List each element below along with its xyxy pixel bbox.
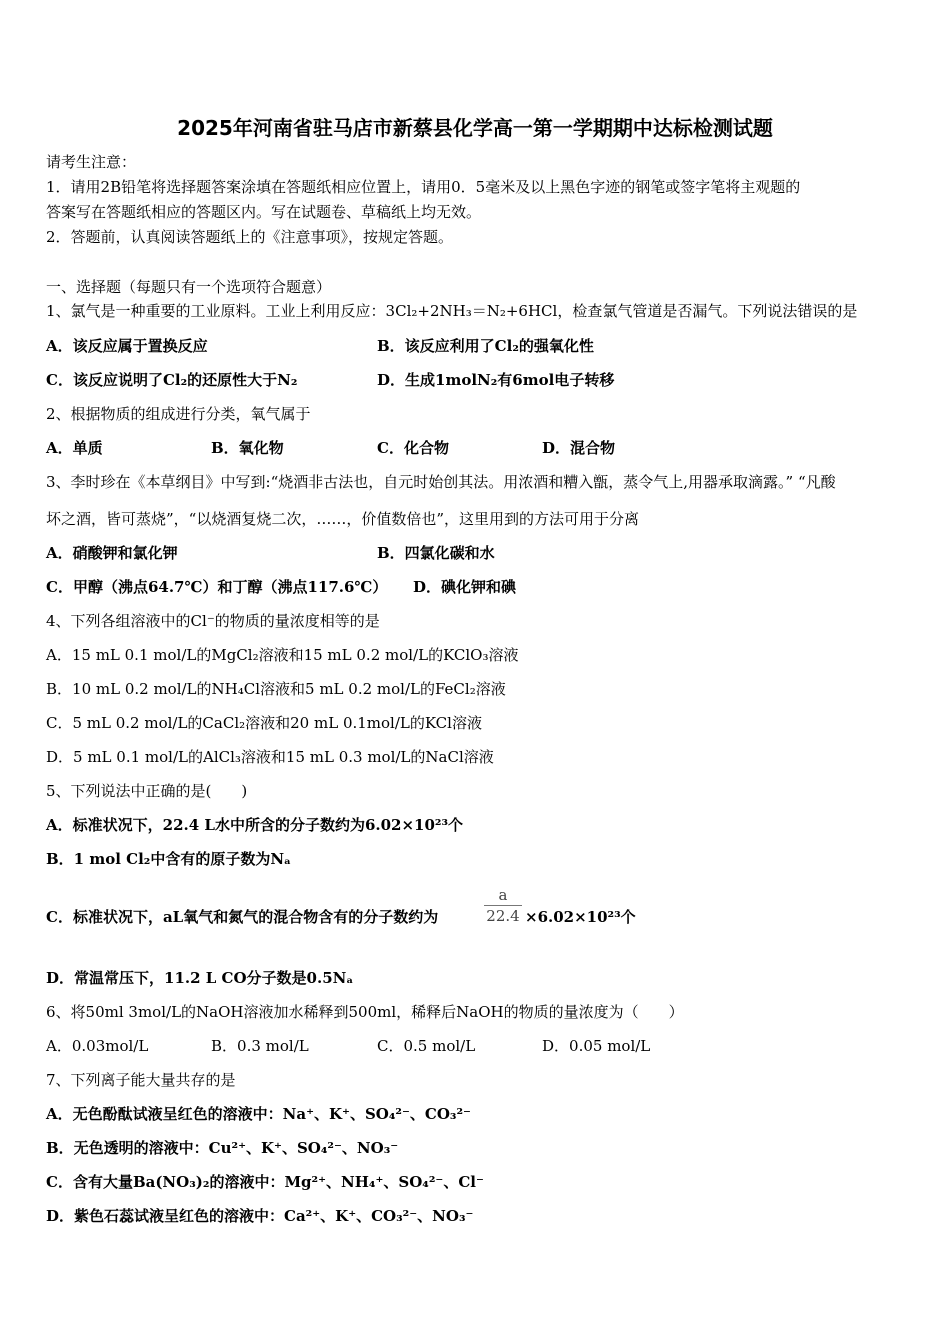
q5-option-a: A．标准状况下，22.4 L水中所含的分子数约为6.02×10²³个 xyxy=(46,816,464,834)
q1-option-a: A．该反应属于置换反应 xyxy=(46,337,208,355)
q5-option-d: D．常温常压下，11.2 L CO分子数是0.5Nₐ xyxy=(46,969,354,987)
q5-stem: 5、下列说法中正确的是( ) xyxy=(46,782,248,800)
q4-stem: 4、下列各组溶液中的Cl⁻的物质的量浓度相等的是 xyxy=(46,612,380,630)
q6-option-c: C．0.5 mol/L xyxy=(377,1037,476,1055)
q4-option-c: C．5 mL 0.2 mol/L的CaCl₂溶液和20 mL 0.1mol/L的KCl溶液 xyxy=(46,714,482,732)
q3-option-a: A．硝酸钾和氯化钾 xyxy=(46,544,178,562)
q2-option-a: A．单质 xyxy=(46,439,103,457)
q6-stem: 6、将50ml 3mol/L的NaOH溶液加水稀释到500ml，稀释后NaOH的物质的量浓度为（ ） xyxy=(46,1003,684,1021)
q2-option-c: C．化合物 xyxy=(377,439,449,457)
q4-option-a: A．15 mL 0.1 mol/L的MgCl₂溶液和15 mL 0.2 mol/L的KClO₃溶液 xyxy=(46,646,519,664)
page-title: 2025年河南省驻马店市新蔡县化学高一第一学期期中达标检测试题 xyxy=(177,116,773,140)
notice-heading: 请考生注意： xyxy=(46,153,137,171)
q3-option-b: B．四氯化碳和水 xyxy=(377,544,495,562)
notice-item-1: 1．请用2B铅笔将选择题答案涂填在答题纸相应位置上，请用0．5毫米及以上黑色字迹的钢笔或签字笔将主观题的 xyxy=(46,178,801,196)
q5-option-c-fraction xyxy=(484,886,522,925)
q6-option-d: D．0.05 mol/L xyxy=(542,1037,651,1055)
q5-option-c: C．标准状况下，aL氧气和氮气的混合物含有的分子数约为 xyxy=(46,908,439,926)
q1-option-b: B．该反应利用了Cl₂的强氧化性 xyxy=(377,337,594,355)
q5-option-b: B．1 mol Cl₂中含有的原子数为Nₐ xyxy=(46,850,292,868)
q2-option-b: B．氧化物 xyxy=(211,439,284,457)
q3-option-c: C．甲醇（沸点64.7℃）和丁醇（沸点117.6℃） xyxy=(46,578,388,596)
fraction-numerator: a xyxy=(498,886,508,904)
q7-option-c: C．含有大量Ba(NO₃)₂的溶液中：Mg²⁺、NH₄⁺、SO₄²⁻、Cl⁻ xyxy=(46,1173,484,1191)
q6-option-b: B．0.3 mol/L xyxy=(211,1037,309,1055)
q7-option-b: B．无色透明的溶液中：Cu²⁺、K⁺、SO₄²⁻、NO₃⁻ xyxy=(46,1139,399,1157)
section-heading: 一、选择题（每题只有一个选项符合题意） xyxy=(46,278,332,296)
q1-option-d: D．生成1molN₂有6mol电子转移 xyxy=(377,371,615,389)
q3-stem-cont: 坏之酒，皆可蒸烧”，“以烧酒复烧二次，……，价值数倍也”，这里用到的方法可用于分离 xyxy=(46,510,640,528)
q6-option-a: A．0.03mol/L xyxy=(46,1037,149,1055)
q3-stem: 3、李时珍在《本草纲目》中写到:“烧酒非古法也，自元时始创其法。用浓酒和糟入甑，蒸令气上,用器承取滴露。” “凡酸 xyxy=(46,473,836,491)
q5-option-c-tail: ×6.02×10²³个 xyxy=(525,908,636,926)
fraction-denominator: 22.4 xyxy=(486,907,520,925)
notice-item-2: 2．答题前，认真阅读答题纸上的《注意事项》，按规定答题。 xyxy=(46,228,454,246)
fraction-bar xyxy=(484,905,522,906)
q1-option-c: C．该反应说明了Cl₂的还原性大于N₂ xyxy=(46,371,298,389)
q2-option-d: D．混合物 xyxy=(542,439,616,457)
q2-stem: 2、根据物质的组成进行分类，氧气属于 xyxy=(46,405,311,423)
q4-option-b: B．10 mL 0.2 mol/L的NH₄Cl溶液和5 mL 0.2 mol/L的FeCl₂溶液 xyxy=(46,680,506,698)
q3-option-d: D．碘化钾和碘 xyxy=(413,578,517,596)
q7-stem: 7、下列离子能大量共存的是 xyxy=(46,1071,236,1089)
q1-stem: 1、氯气是一种重要的工业原料。工业上利用反应：3Cl₂+2NH₃＝N₂+6HCl，检查氯气管道是否漏气。下列说法错误的是 xyxy=(46,302,858,320)
q7-option-a: A．无色酚酞试液呈红色的溶液中：Na⁺、K⁺、SO₄²⁻、CO₃²⁻ xyxy=(46,1105,471,1123)
q7-option-d: D．紫色石蕊试液呈红色的溶液中：Ca²⁺、K⁺、CO₃²⁻、NO₃⁻ xyxy=(46,1207,474,1225)
q4-option-d: D．5 mL 0.1 mol/L的AlCl₃溶液和15 mL 0.3 mol/L的NaCl溶液 xyxy=(46,748,494,766)
notice-item-1-cont: 答案写在答题纸相应的答题区内。写在试题卷、草稿纸上均无效。 xyxy=(46,203,482,221)
